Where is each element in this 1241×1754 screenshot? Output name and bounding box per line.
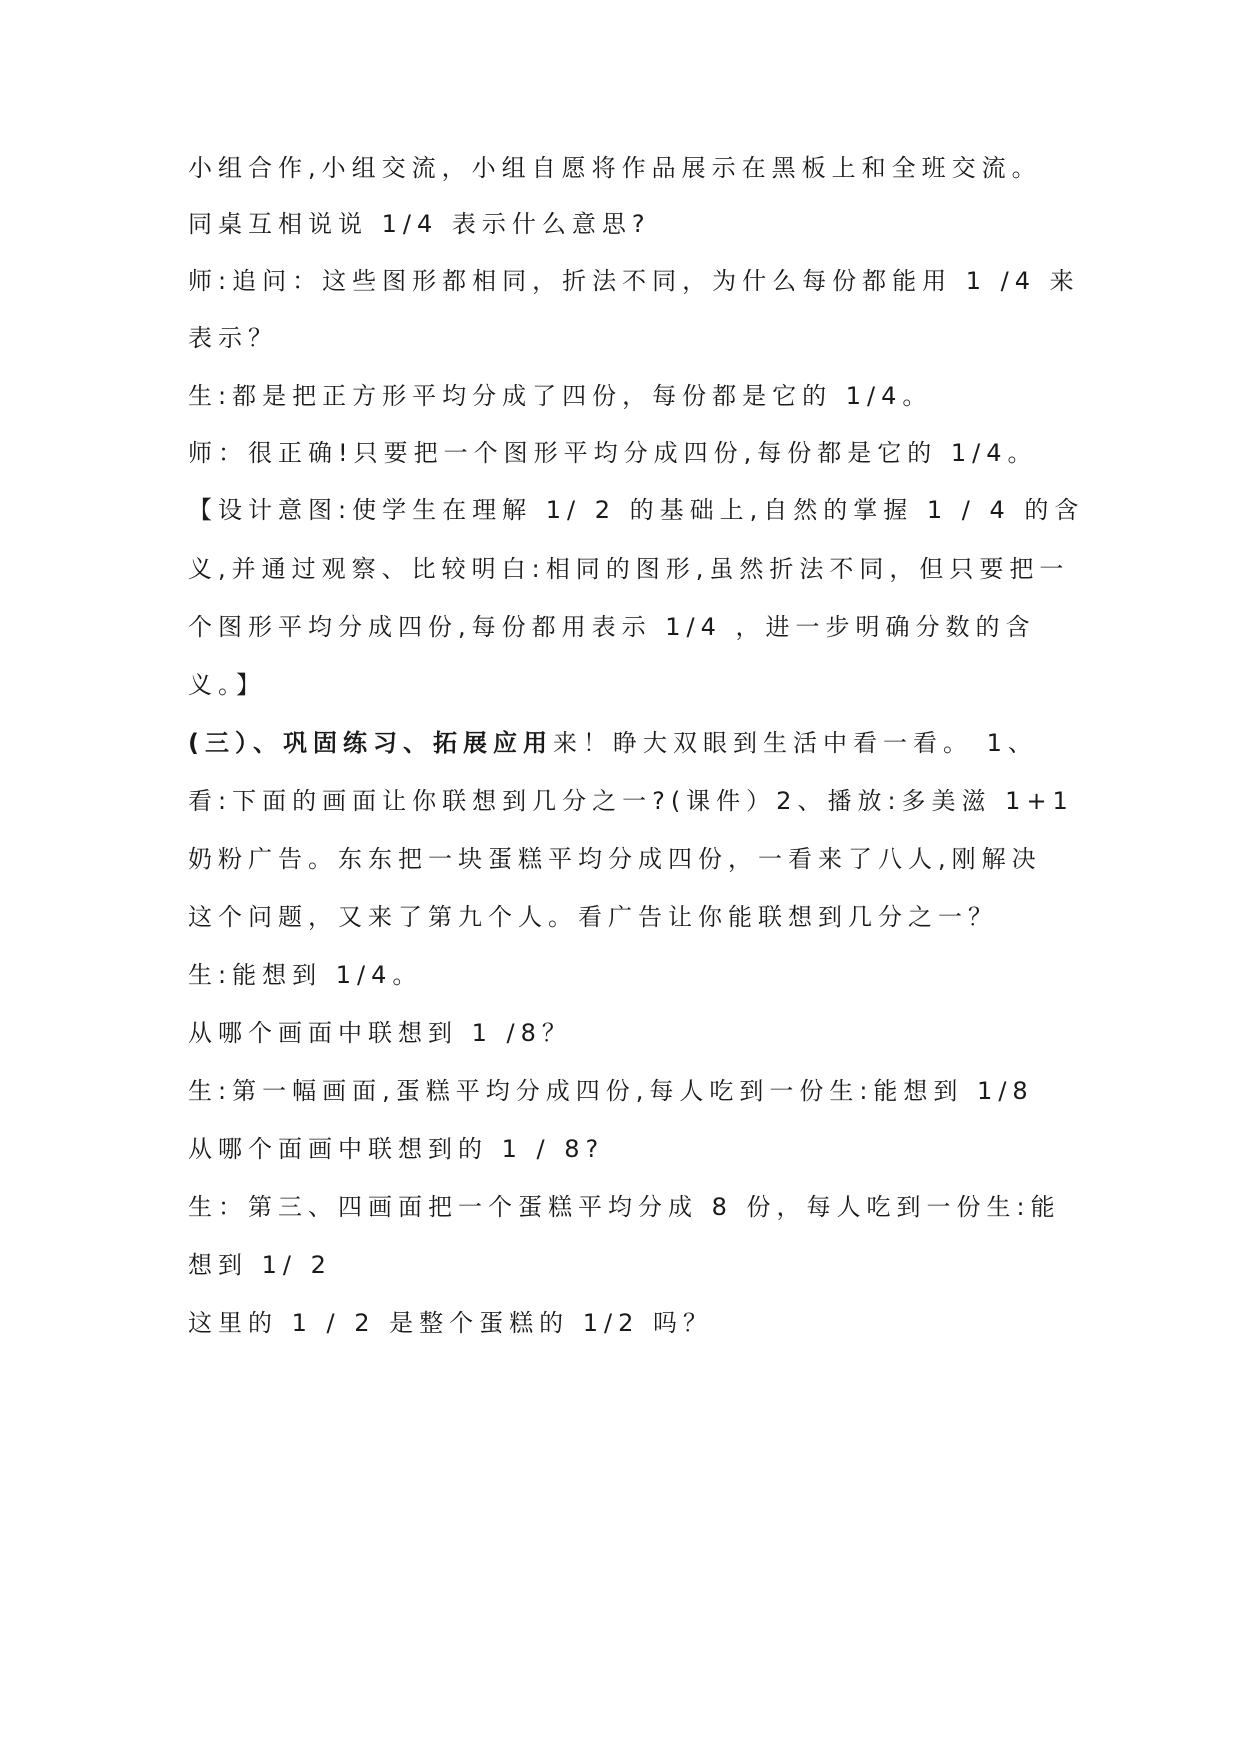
text-line: 看:下面的画面让你联想到几分之一?(课件）2、播放:多美滋 1+1: [188, 787, 1074, 815]
text-line: 表示？: [188, 324, 278, 352]
text-line: 生：第三、四画面把一个蛋糕平均分成 8 份，每人吃到一份生:能: [188, 1193, 1061, 1221]
text-line: 这个问题，又来了第九个人。看广告让你能联想到几分之一？: [188, 903, 998, 931]
text-line: 个图形平均分成四份,每份都用表示 1/4 ，进一步明确分数的含: [188, 613, 1036, 641]
text-line: 从哪个面画中联想到的 1 / 8?: [188, 1135, 605, 1163]
text-line: 这里的 1 / 2 是整个蛋糕的 1/2 吗？: [188, 1309, 714, 1337]
text-line: 生:能想到 1/4。: [188, 961, 423, 989]
text-line: 生:第一幅画面,蛋糕平均分成四份,每人吃到一份生:能想到 1/8: [188, 1077, 1034, 1105]
text-line-rest: 来！睁大双眼到生活中看一看。 1、: [552, 729, 1038, 757]
section-heading: (三）、巩固练习、拓展应用: [188, 729, 553, 757]
text-line: [188, 727, 1088, 759]
text-line: 奶粉广告。东东把一块蛋糕平均分成四份，一看来了八人,刚解决: [188, 845, 1042, 873]
text-line: 义。】: [188, 671, 266, 699]
text-line: 师：很正确!只要把一个图形平均分成四份,每份都是它的 1/4。: [188, 439, 1038, 467]
text-line: 从哪个画面中联想到 1 /8？: [188, 1019, 572, 1047]
text-line: 【设计意图:使学生在理解 1/ 2 的基础上,自然的掌握 1 / 4 的含: [188, 496, 1085, 524]
text-line: 想到 1/ 2: [188, 1251, 332, 1279]
text-line: 同桌互相说说 1/4 表示什么意思?: [188, 210, 651, 238]
text-line: 师:追问：这些图形都相同，折法不同，为什么每份都能用 1 /4 来: [188, 267, 1080, 295]
text-line: 义,并通过观察、比较明白:相同的图形,虽然折法不同，但只要把一: [188, 555, 1070, 583]
text-line: 小组合作,小组交流，小组自愿将作品展示在黑板上和全班交流。: [188, 154, 1042, 182]
text-line: 生:都是把正方形平均分成了四份，每份都是它的 1/4。: [188, 382, 933, 410]
